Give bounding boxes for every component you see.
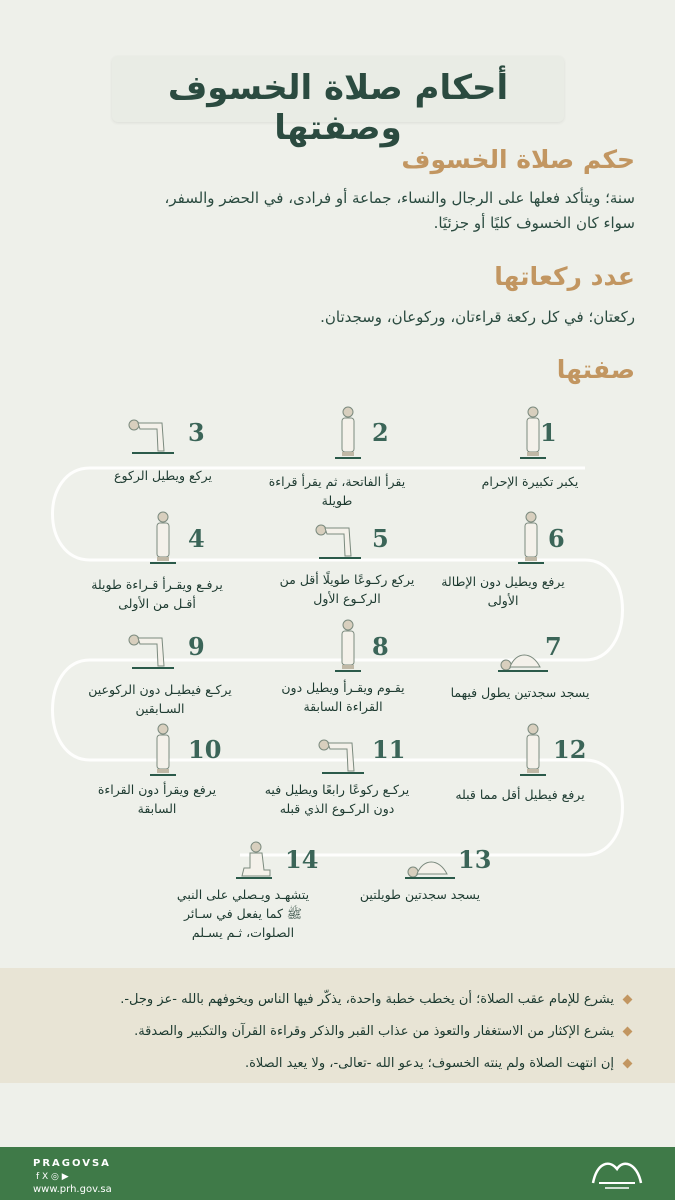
step-caption: يركع ويطيل الركوع — [114, 468, 212, 483]
step-caption: يركـع ركوعًا رابعًا ويطيل فيه دون الركـوع الذي قبله — [264, 782, 410, 816]
diamond-bullet-icon — [623, 995, 633, 1005]
step-number: 12 — [553, 735, 587, 764]
note-text: إن انتهت الصلاة ولم ينته الخسوف؛ يدعو الله -تعالى-، ولا يعيد الصلاة. — [244, 1056, 614, 1071]
step-number: 7 — [545, 632, 562, 661]
note-item — [134, 1024, 631, 1039]
note-text: يشرع الإكثار من الاستغفار والتعوذ من عذاب القبر والذكر وقراءة القرآن والتكبير والصدقة. — [134, 1024, 614, 1039]
step-number: 10 — [188, 735, 222, 764]
step-number: 1 — [540, 418, 557, 447]
step-caption: يرفـع ويقـرأ قـراءة طويلة أقـل من الأولى — [91, 577, 223, 611]
sitting-icon — [236, 840, 272, 884]
bowing-icon — [315, 520, 361, 564]
ruling-line-2: سواء كان الخسوف كليًا أو جزئيًا. — [433, 214, 635, 232]
note-text: يشرع للإمام عقب الصلاة؛ أن يخطب خطبة واحدة، يذكّر فيها الناس ويخوفهم بالله -عز وجل-. — [120, 992, 614, 1007]
step-caption: يتشهـد ويـصلي على النبي ﷺ كما يفعل في سـائر الصلوات، ثـم يسـلم — [176, 887, 310, 940]
step-caption: يسجد سجدتين طويلتين — [359, 887, 481, 902]
step-caption: يقـوم ويقـرأ ويطيل دون القراءة السابقة — [281, 680, 405, 714]
prostrating-icon — [405, 852, 455, 884]
diamond-bullet-icon — [623, 1027, 633, 1037]
social-icons[interactable]: f X ◎ ▶ — [36, 1172, 69, 1182]
step-caption: يرفع ويطيل دون الإطالة الأولى — [441, 574, 565, 608]
step-caption: يقرأ الفاتحة، ثم يقرأ قراءة طويلة — [268, 474, 406, 508]
step-number: 9 — [188, 632, 205, 661]
description-heading: صفتها — [556, 355, 635, 384]
diamond-bullet-icon — [623, 1059, 633, 1069]
standing-icon — [150, 510, 176, 569]
bowing-icon — [318, 735, 364, 779]
prostrating-icon — [498, 645, 548, 677]
step-number: 13 — [458, 845, 492, 874]
standing-icon — [335, 618, 361, 677]
step-number: 6 — [548, 524, 565, 553]
standing-icon — [520, 405, 546, 464]
standing-icon — [518, 510, 544, 569]
step-number: 5 — [372, 524, 389, 553]
step-number: 4 — [188, 524, 205, 553]
bowing-icon — [128, 415, 174, 459]
presidency-logo-icon — [587, 1155, 647, 1193]
standing-icon — [150, 722, 176, 781]
rakaat-heading: عدد ركعاتها — [494, 262, 635, 291]
standing-icon — [520, 722, 546, 781]
step-caption: يركع ركـوعًا طويلًا أقل من الركـوع الأول — [279, 572, 415, 606]
brand-name: PRAGOVSA — [33, 1158, 111, 1169]
note-item — [120, 992, 631, 1007]
ruling-heading: حكم صلاة الخسوف — [401, 145, 635, 174]
step-caption: يركـع فيطيـل دون الركوعين السـابقين — [88, 682, 232, 716]
step-number: 2 — [372, 418, 389, 447]
step-number: 3 — [188, 418, 205, 447]
step-number: 8 — [372, 632, 389, 661]
note-item — [245, 1056, 631, 1071]
step-number: 11 — [372, 735, 406, 764]
ruling-line-1: سنة؛ ويتأكد فعلها على الرجال والنساء، جماعة أو فرادى، في الحضر والسفر، — [164, 189, 635, 207]
step-caption: يرفع ويقرأ دون القراءة السابقة — [97, 782, 217, 816]
rakaat-text: ركعتان؛ في كل ركعة قراءتان، وركوعان، وسجدتان. — [320, 308, 635, 326]
website-link[interactable]: www.prh.gov.sa — [33, 1184, 112, 1195]
step-caption: يسجد سجدتين يطول فيهما — [450, 685, 590, 700]
step-caption: يكبر تكبيرة الإحرام — [481, 474, 579, 489]
notes-panel — [0, 968, 675, 1083]
page-title: أحكام صلاة الخسوف وصفتها — [167, 68, 509, 148]
bowing-icon — [128, 630, 174, 674]
step-caption: يرفع فيطيل أقل مما قبله — [455, 787, 585, 802]
step-number: 14 — [285, 845, 319, 874]
standing-icon — [335, 405, 361, 464]
